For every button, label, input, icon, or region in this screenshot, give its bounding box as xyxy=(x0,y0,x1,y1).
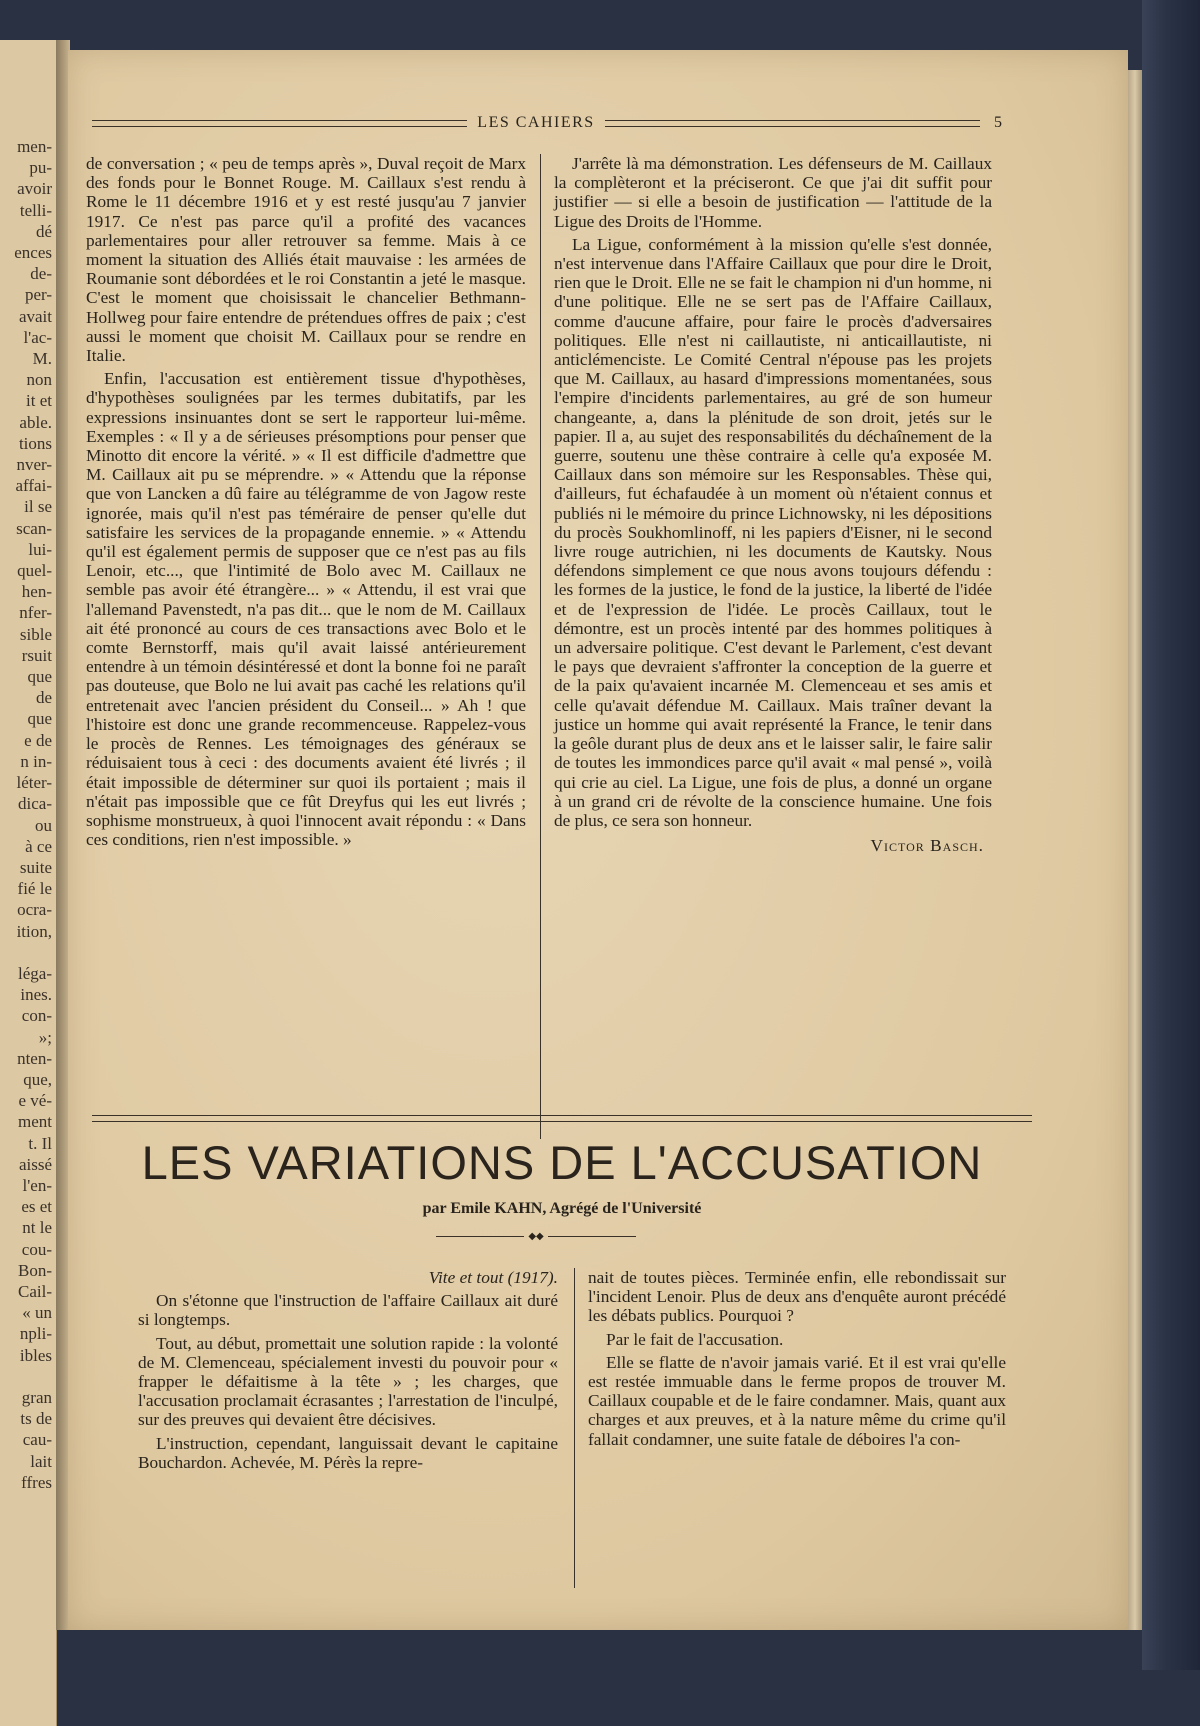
previous-page-line: ines. xyxy=(20,985,52,1005)
previous-page-line xyxy=(0,1366,56,1387)
previous-page-line xyxy=(0,942,56,963)
previous-page-line: men- xyxy=(17,137,52,156)
page xyxy=(68,50,1128,1630)
journal-title: LES CAHIERS xyxy=(477,114,595,131)
paragraph: Tout, au début, promettait une solution rapide : la volonté de M. Clemenceau, spécialement investi du pouvoir pour « frapper le défaitisme à la tête » ; les charges, que l'accusation proclamait écrasantes ; l'arrestation de l'inculpé, sur des preuves qui devaient être décisives. xyxy=(138,1333,558,1430)
previous-page-line: l'ac- xyxy=(23,327,52,347)
previous-page-fragment xyxy=(0,40,57,1726)
previous-page-line: rsuit xyxy=(21,645,52,665)
lower-right-column xyxy=(588,1268,1006,1453)
previous-page-line: affai- xyxy=(15,476,52,496)
previous-page-line: able. xyxy=(19,412,52,432)
previous-page-line: e de xyxy=(24,730,52,750)
previous-page-line: M. xyxy=(32,349,52,369)
previous-page-line: npli- xyxy=(19,1324,52,1344)
section-rule xyxy=(92,1115,1032,1122)
previous-page-line: sible xyxy=(19,624,52,644)
previous-page-line: cau- xyxy=(22,1430,52,1450)
previous-page-line: es et xyxy=(21,1197,52,1217)
previous-page-line: que xyxy=(27,667,52,687)
previous-page-line: non xyxy=(26,370,52,390)
previous-page-line: e vé- xyxy=(18,1091,52,1111)
previous-page-line: telli- xyxy=(19,200,52,220)
previous-page-line: ences xyxy=(14,243,52,263)
previous-page-line: léga- xyxy=(18,963,52,983)
previous-page-line: nver- xyxy=(16,455,52,475)
paragraph: Enfin, l'accusation est entièrement tissue d'hypothèses, d'hypothèses soulignées par les termes dubitatifs, par les expressions insinuantes dont se sert le rapporteur lui-même. Exemples : « Il y a de sérieuses présomptions pour penser que Minotto dit encore la vérité. » « Il est difficile d'admettre que M. Caillaux ait pu se méprendre. » « Attendu que la réponse que von Lancken a dû faire au télégramme de von Jagow reste ignorée, mais qu'il n'est pas téméraire de penser qu'elle dut satisfaire les services de la propagande ennemie. » « Attendu qu'il est également permis de supposer que ce n'est pas au fils Lenoir, etc..., que l'intimité de Bolo avec M. Caillaux ne semble pas avoir été étrangère... » « Attendu, il est vrai que l'allemand Pavenstedt, n'a pas dit... que le nom de M. Caillaux ait été prononcé au cours de ces transactions avec Bolo et le comte Bernstorff, mais qu'il avait laissé antérieurement entendre à un témoin désintéressé et dont la bonne foi ne paraît pas douteuse, que Bolo ne lui avait pas caché les relations qu'il entretenait avec l'ancien président du Conseil... » Ah ! que l'histoire est donc une grande recommenceuse. Rappelez-vous le procès de Rennes. Les témoignages des généraux se réduisaient tous à ceci : des documents avaient été livrés ; il était impossible de déterminer sur quoi ils portaient ; mais il n'était pas impossible que ce fût Dreyfus qui les eut livrés ; sophisme monstrueux, à quoi l'innocent avait répondu : « Dans ces conditions, rien n'est impossible. » xyxy=(86,369,526,850)
header-rule-right xyxy=(605,120,980,127)
previous-page-line: « un xyxy=(22,1303,52,1323)
previous-page-line: n in- xyxy=(20,751,52,771)
previous-page-line: à ce xyxy=(25,836,52,856)
previous-page-line: que xyxy=(27,709,52,729)
article-byline: par Emile KAHN, Agrégé de l'Université xyxy=(422,1200,702,1217)
previous-page-line: lui- xyxy=(28,539,52,559)
previous-page-line: fié le xyxy=(17,879,52,899)
previous-page-line: dica- xyxy=(18,794,52,814)
previous-page-line: t. Il xyxy=(28,1133,52,1153)
previous-page-line: scan- xyxy=(16,518,52,538)
previous-page-line: ibles xyxy=(19,1345,52,1365)
previous-page-line: per- xyxy=(24,285,52,305)
previous-page-line: cou- xyxy=(21,1239,52,1259)
running-head xyxy=(92,112,1002,134)
previous-page-line: tions xyxy=(18,433,52,453)
previous-page-line: l'en- xyxy=(22,1175,52,1195)
previous-page-line: quel- xyxy=(17,561,52,581)
column-divider xyxy=(574,1268,575,1588)
previous-page-line: léter- xyxy=(16,773,52,793)
previous-page-line: ition, xyxy=(16,921,52,941)
previous-page-line: ocra- xyxy=(17,900,52,920)
previous-page-line: pu- xyxy=(29,158,52,178)
paragraph: Elle se flatte de n'avoir jamais varié. Et il est vrai qu'elle est restée immuable dans le ferme propos de trouver M. Caillaux coupable et de le faire condamner. Mais, quant aux charges et aux preuves, et à la nature même du crime qu'il fallait condamner, une suite fatale de déboires l'a con- xyxy=(588,1352,1006,1449)
header-rule-left xyxy=(92,120,467,127)
previous-page-line: il se xyxy=(24,497,52,517)
previous-page-line: que, xyxy=(23,1069,52,1089)
previous-page-line: aissé xyxy=(18,1154,52,1174)
previous-page-line: avait xyxy=(18,306,52,326)
previous-page-line: suite xyxy=(19,857,52,877)
previous-page-line: de xyxy=(35,688,52,708)
previous-page-line: lait xyxy=(30,1451,52,1471)
previous-page-line: nten- xyxy=(17,1048,52,1068)
previous-page-line: dé xyxy=(35,221,52,241)
paragraph: Par le fait de l'accusation. xyxy=(606,1329,784,1349)
previous-page-line: nt le xyxy=(22,1218,52,1238)
previous-page-line: ou xyxy=(35,815,52,835)
column-divider xyxy=(540,154,541,1139)
paragraph: nait de toutes pièces. Terminée enfin, elle rebondissait sur l'incident Lenoir. Plus de deux ans d'enquête auront précédé les débats publics. Pourquoi ? xyxy=(588,1268,1006,1326)
title-ornament xyxy=(436,1230,636,1242)
previous-page-line: con- xyxy=(21,1006,52,1026)
previous-page-line: ment xyxy=(18,1112,52,1132)
page-number: 5 xyxy=(994,114,1002,131)
paragraph: La Ligue, conformément à la mission qu'elle s'est donnée, n'est intervenue dans l'Affaire Caillaux que pour dire le Droit, rien que le Droit. Elle ne se fait le champion ni d'un homme, ni d'une politique. Elle ne se sert pas de l'Affaire Caillaux, comme d'aucune affaire, pour faire le procès d'adversaires politiques. Elle n'est ni caillautiste, ni anticaillautiste, ni anticlémenciste. Le Comité Central n'épouse pas les projets que M. Caillaux, au hasard d'impressions momentanées, sous l'empire d'incidents parlementaires, au gré de son humeur changeante, a, dans la plénitude de son droit, jetés sur le papier. Il a, au sujet des responsabilités du déchaînement de la guerre, soutenu une thèse contraire à celle qu'a exposée M. Caillaux dans son mémoire sur les Responsables. Thèse qui, d'ailleurs, fut échafaudée à un moment où n'étaient connus et publiés ni le mémoire du prince Lichnowsky, ni les dépositions du procès Soukhomlinoff, ni les papiers d'Eisner, ni le second livre rouge autrichien, ni les documents de Kautsky. Nous défendons simplement ce que nous avons toujours défendu : les formes de la justice, le fond de la justice, la liberté de l'idée et de l'expression de l'idée. Le procès Caillaux, tout le démontre, est un procès intenté par des hommes politiques à un adversaire politique. C'est devant le Parlement, c'est devant le pays que devraient s'affronter la conception de la guerre et de la paix qu'avaient incarnée M. Clemenceau et ses amis et celle qu'avait défendue M. Caillaux. Mais traîner devant la justice un homme qui avait représenté la France, le tenir dans la geôle durant plus de deux ans et le laisser salir, le faire salir de toutes les immondices parce qu'il avait « mal pensé », voilà qui crie au ciel. La Ligue, une fois de plus, a donné un organe à un grand cri de révolte de la conscience humaine. Une fois de plus, ce sera son honneur. xyxy=(554,234,992,830)
previous-page-line: »; xyxy=(38,1027,52,1047)
lower-left-column xyxy=(138,1268,558,1476)
paragraph: J'arrête là ma démonstration. Les défenseurs de M. Caillaux la complèteront et la préciseront. Ce que j'ai dit suffit pour justifier — si elle a besoin de justification — l'attitude de la Ligue des Droits de l'Homme. xyxy=(554,154,992,231)
ornament-diamond-icon: ◆◆ xyxy=(528,1230,544,1242)
previous-page-line: gran xyxy=(21,1387,52,1407)
previous-page-line: Cail- xyxy=(18,1281,52,1301)
previous-page-line: hen- xyxy=(21,582,52,602)
upper-right-column xyxy=(554,154,992,855)
previous-page-line: ffres xyxy=(21,1472,52,1492)
paragraph: On s'étonne que l'instruction de l'affaire Caillaux ait duré si longtemps. xyxy=(138,1291,558,1330)
author-signature: Victor Basch. xyxy=(870,836,984,856)
previous-page-line: it et xyxy=(26,391,52,411)
page-edge-strip xyxy=(1128,70,1142,1630)
previous-page-line: nfer- xyxy=(19,603,52,623)
section-dateline: Vite et tout (1917). xyxy=(428,1268,558,1287)
paragraph: L'instruction, cependant, languissait devant le capitaine Bouchardon. Achevée, M. Pérès la repre- xyxy=(138,1433,558,1472)
previous-page-line: Bon- xyxy=(18,1260,52,1280)
article-title: LES VARIATIONS DE L'ACCUSATION xyxy=(141,1136,983,1189)
previous-page-line: avoir xyxy=(17,179,52,199)
previous-page-line: ts de xyxy=(20,1409,52,1429)
paragraph: de conversation ; « peu de temps après », Duval reçoit de Marx des fonds pour le Bonnet Rouge. M. Caillaux s'est rendu à Rome le 11 décembre 1916 et y est resté jusqu'au 7 janvier 1917. Ce n'est pas parce qu'il a profité des vacances parlementaires pour aller retrouver sa femme. Mais à ce moment la situation des Alliés était mauvaise : les armées de Roumanie sont débordées et le roi Constantin a jeté le masque. C'est le moment que choisissait le chancelier Bethmann-Hollweg pour faire entendre de prétendues offres de paix ; c'est aussi le moment que choisit M. Caillaux pour se rendre en Italie. xyxy=(86,154,526,366)
previous-page-line: de- xyxy=(30,264,52,284)
upper-left-column xyxy=(86,154,526,853)
book-binding xyxy=(1142,0,1200,1670)
